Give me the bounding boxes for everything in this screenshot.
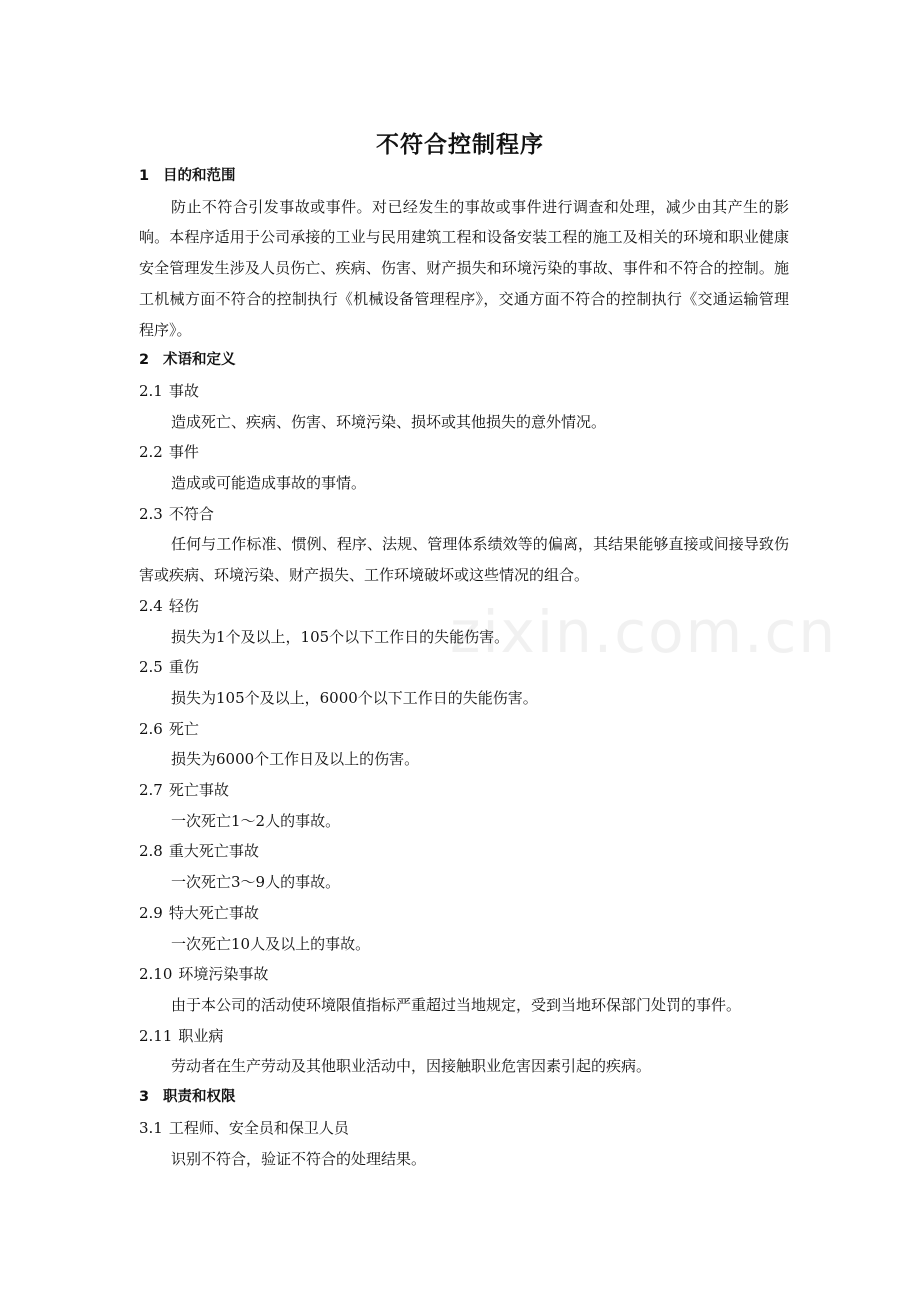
subsection-heading [139,775,789,806]
subsection-term: 重伤 [168,658,199,677]
subsection-heading [139,836,789,867]
subsection-number: 2.9 [139,903,163,922]
subsection-number: 2.4 [139,596,163,615]
subsection-number: 2.10 [139,965,173,984]
definition-text: 任何与工作标准、惯例、程序、法规、管理体系绩效等的偏离，其结果能够直接或间接导致伤害或疾病、环境污染、财产损失、工作环境破坏或这些情况的组合。 [139,535,789,585]
section-heading [139,345,789,376]
section-heading [139,1082,789,1113]
subsection-number: 2.8 [139,842,163,861]
subsection-term: 特大死亡事故 [168,903,259,922]
section-title: 术语和定义 [163,352,236,369]
subsection-term: 死亡事故 [168,781,229,800]
section-number: 3 [139,1089,150,1106]
subsection-term: 不符合 [168,504,214,523]
subsection-term: 重大死亡事故 [168,842,259,861]
definition-text: 损失为1个及以上，105个以下工作日的失能伤害。 [171,627,510,646]
subsection-heading [139,1113,789,1144]
subsection-number: 2.1 [139,381,163,400]
subsection-heading [139,652,789,683]
definition-text: 一次死亡3～9人的事故。 [171,873,341,892]
section-paragraph: 防止不符合引发事故或事件。对已经发生的事故或事件进行调查和处理，减少由其产生的影响。本程序适用于公司承接的工业与民用建筑工程和设备安装工程的施工及相关的环境和职业健康安全管理发生涉及人员伤亡、疾病、伤害、财产损失和环境污染的事故、事件和不符合的控制。施工机械方面不符合的控制执行《机械设备管理程序》，交通方面不符合的控制执行《交通运输管理程序》。 [139,197,789,339]
definition-text: 造成死亡、疾病、伤害、环境污染、损坏或其他损失的意外情况。 [171,412,607,431]
subsection-number: 3.1 [139,1118,163,1137]
subsection-heading [139,898,789,929]
document-title: 不符合控制程序 [376,132,544,158]
subsection-term: 事故 [168,381,199,400]
definition-text: 损失为6000个工作日及以上的伤害。 [171,750,420,769]
subsection-term: 环境污染事故 [178,965,269,984]
section-number: 2 [139,352,150,369]
subsection-number: 2.11 [139,1026,173,1045]
subsection-number: 2.6 [139,719,163,738]
section-title: 职责和权限 [163,1089,236,1106]
document-body [139,161,789,1174]
section-title: 目的和范围 [163,168,236,184]
definition-text: 识别不符合，验证不符合的处理结果。 [171,1149,427,1168]
subsection-term: 轻伤 [168,596,199,615]
watermark: zixin.com.cn [450,598,838,666]
subsection-number: 2.7 [139,781,163,800]
definition-text: 由于本公司的活动使环境限值指标严重超过当地规定，受到当地环保部门处罚的事件。 [171,995,742,1014]
definition-text: 损失为105个及以上，6000个以下工作日的失能伤害。 [171,688,538,707]
definition-text: 造成或可能造成事故的事情。 [171,474,367,493]
subsection-heading [139,376,789,407]
subsection-term: 工程师、安全员和保卫人员 [168,1118,349,1137]
subsection-heading [139,499,789,530]
subsection-heading [139,1021,789,1052]
subsection-heading [139,714,789,745]
definition-text: 一次死亡1～2人的事故。 [171,811,341,830]
subsection-term: 死亡 [168,719,199,738]
definition-text: 一次死亡10人及以上的事故。 [171,934,371,953]
subsection-heading [139,959,789,990]
subsection-number: 2.3 [139,504,163,523]
section-number: 1 [139,168,150,184]
subsection-term: 事件 [168,443,199,462]
subsection-heading [139,591,789,622]
subsection-term: 职业病 [178,1026,224,1045]
subsection-number: 2.5 [139,658,163,677]
definition-text: 劳动者在生产劳动及其他职业活动中，因接触职业危害因素引起的疾病。 [171,1057,652,1076]
subsection-number: 2.2 [139,443,163,462]
section-heading [139,161,789,192]
subsection-heading [139,437,789,468]
